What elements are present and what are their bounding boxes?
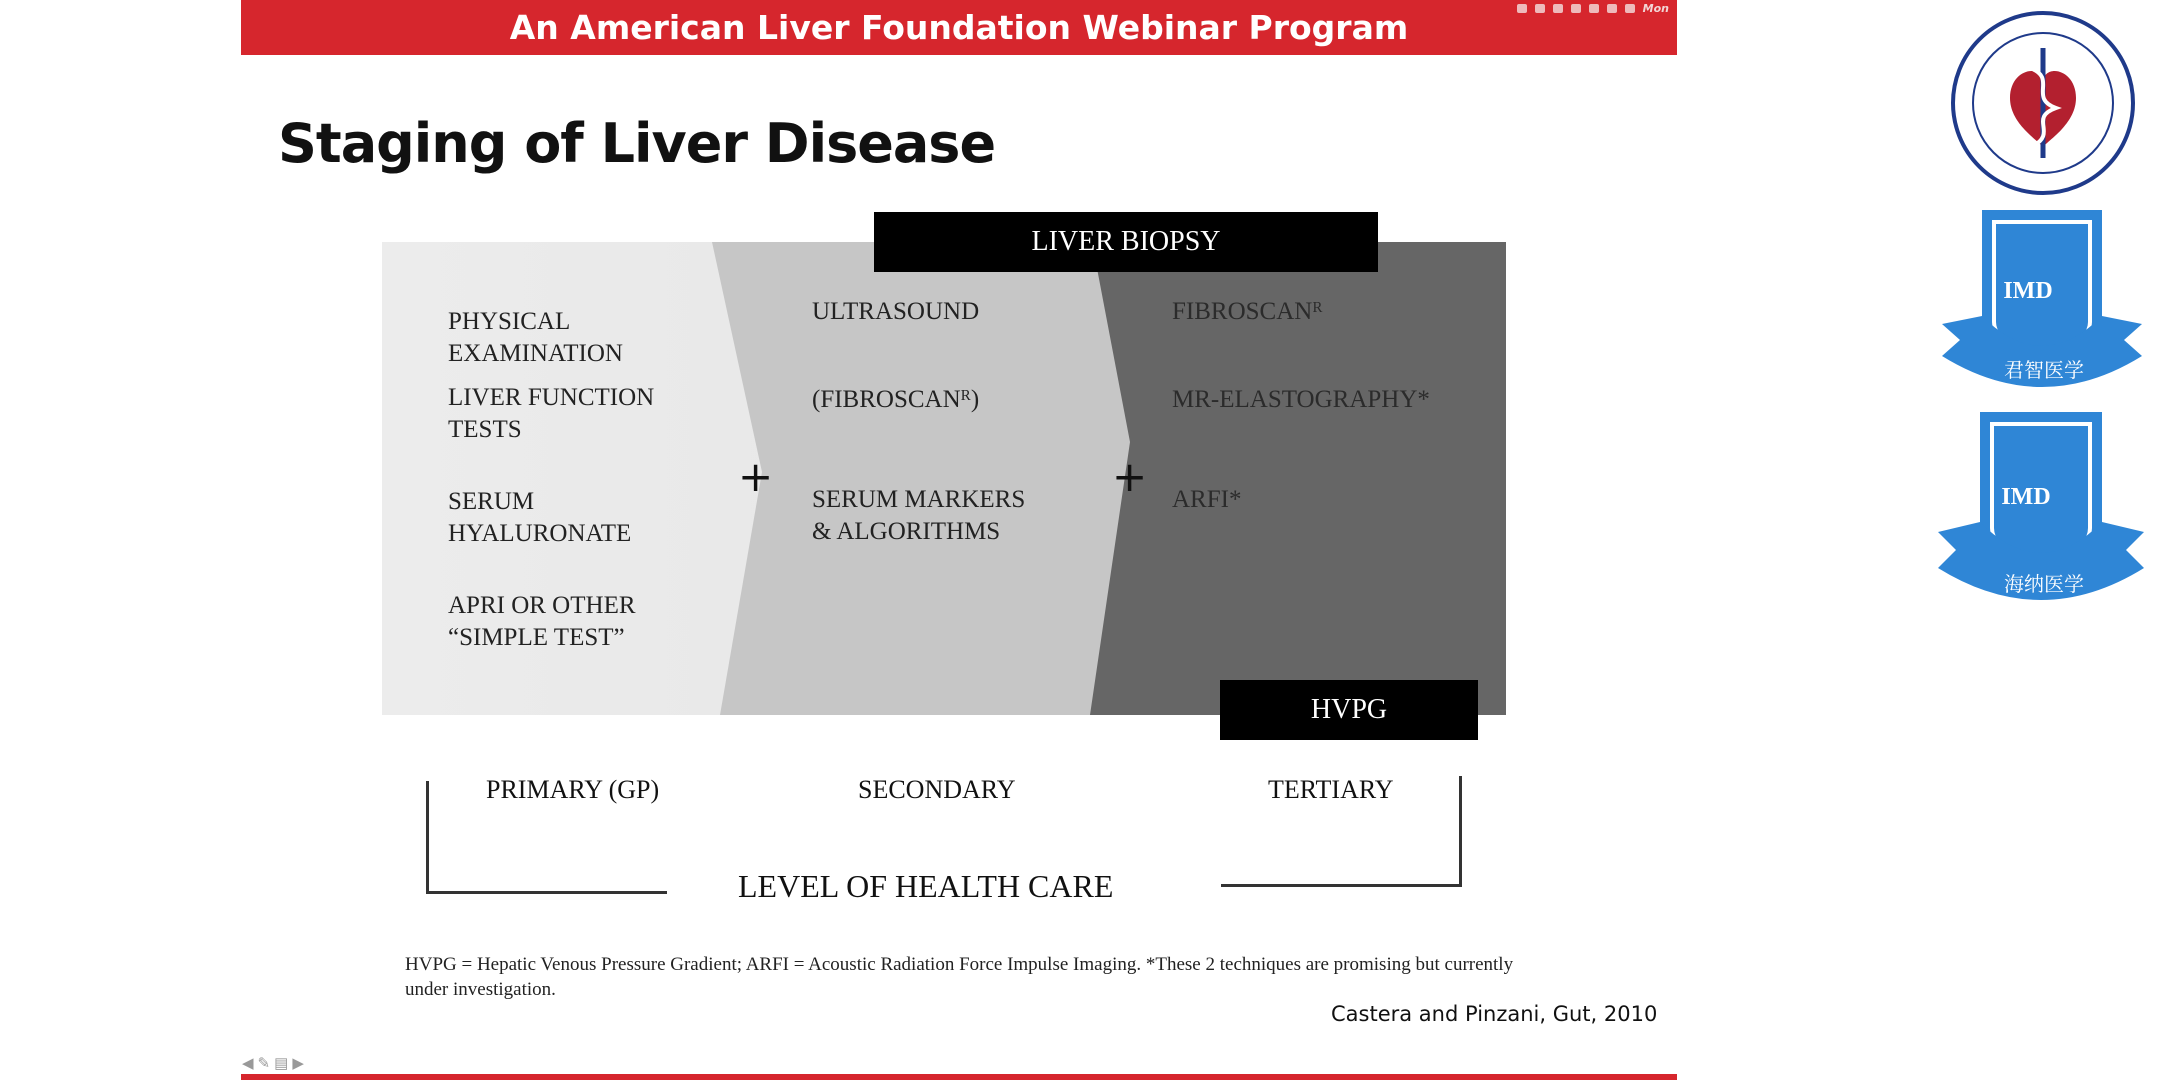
dropbox-icon[interactable] (1517, 4, 1527, 13)
slide-title: Staging of Liver Disease (278, 112, 996, 175)
imd-ribbon-text: 海纳医学 (2004, 572, 2084, 596)
slide-nav-tools (242, 1056, 304, 1072)
primary-item: SERUM HYALURONATE (448, 488, 632, 547)
sichuan-foundation-logo (1948, 8, 2138, 198)
forward-arrow-icon[interactable]: ▶ (292, 1055, 304, 1072)
secondary-item: (FIBROSCANᴿ) (812, 386, 980, 413)
secondary-item: SERUM MARKERS & ALGORITHMS (812, 486, 1026, 545)
back-arrow-icon[interactable]: ◀ (242, 1055, 254, 1072)
primary-item: APRI OR OTHER “SIMPLE TEST” (448, 592, 636, 651)
bracket-left (426, 781, 667, 894)
primary-item: LIVER FUNCTION TESTS (448, 384, 655, 443)
secondary-item: ULTRASOUND (812, 298, 980, 325)
pen-icon[interactable]: ✎ (257, 1055, 271, 1072)
imd-mark: IMD (2003, 278, 2053, 304)
slides-icon[interactable]: ▤ (274, 1055, 289, 1072)
webinar-header-bar (241, 0, 1677, 55)
imd-mark: IMD (2001, 484, 2051, 510)
staging-diagram (382, 212, 1506, 742)
tertiary-item: MR-ELASTOGRAPHY* (1172, 386, 1430, 413)
plus-sign: + (738, 452, 774, 501)
level-primary: PRIMARY (GP) (486, 775, 660, 804)
footnote: HVPG = Hepatic Venous Pressure Gradient; ARFI = Acoustic Radiation Force Impulse Imaging. *These 2 techniques are promising but currently under investigation. (405, 954, 1514, 1000)
sync-icon[interactable] (1553, 4, 1563, 13)
volume-icon[interactable] (1607, 4, 1617, 13)
bluetooth-icon[interactable] (1571, 4, 1581, 13)
footer-red-line (241, 1074, 1677, 1080)
battery-icon[interactable] (1625, 4, 1635, 13)
wifi-icon[interactable] (1589, 4, 1599, 13)
level-tertiary: TERTIARY (1268, 775, 1394, 804)
bracket-right (1221, 776, 1462, 887)
menu-bar-clock[interactable]: Mon (1642, 2, 1669, 15)
liver-biopsy-box: LIVER BIOPSY (874, 212, 1378, 272)
tertiary-item: ARFI* (1172, 486, 1242, 513)
hvpg-box: HVPG (1220, 680, 1478, 740)
webinar-header-title: An American Liver Foundation Webinar Program (509, 8, 1409, 47)
tertiary-item: FIBROSCANᴿ (1172, 298, 1323, 325)
citation: Castera and Pinzani, Gut, 2010 (1331, 1002, 1658, 1026)
diagram-background (382, 212, 1506, 742)
level-of-health-care-label: LEVEL OF HEALTH CARE (738, 868, 1114, 904)
imd-ribbon-text: 君智医学 (2004, 358, 2084, 382)
menu-bar-status-icons (1517, 2, 1669, 15)
primary-item: PHYSICAL EXAMINATION (448, 308, 623, 367)
plus-sign: + (1112, 452, 1148, 501)
cloud-icon[interactable] (1535, 4, 1545, 13)
level-secondary: SECONDARY (858, 775, 1016, 804)
